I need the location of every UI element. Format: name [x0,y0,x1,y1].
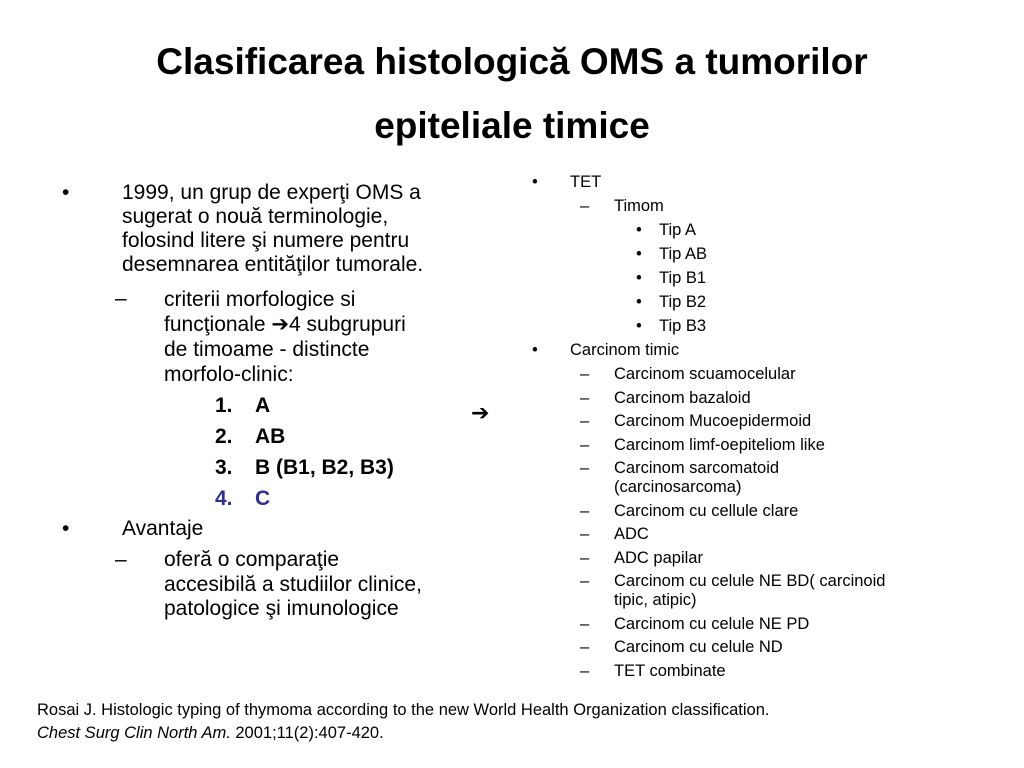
list-number: 1. [215,394,233,417]
carcinom-subtype-item: (carcinosarcoma) [614,478,742,496]
dash-marker: – [580,638,590,656]
dash-marker: – [580,548,590,567]
bullet-dot: • [636,317,642,335]
sub-criterii-text: criterii morfologice si funcţionale ➔4 subgrupuri de timoame - distincte morfolo-clinic: [164,288,406,386]
bullet-dot: • [62,517,70,540]
carcinom-subtype-item: tipic, atipic) [614,591,697,609]
dash-marker: – [580,661,590,680]
list-number: 4. [215,487,233,510]
bullet-1999-text: 1999, un grup de experţi OMS a sugerat o nouă terminologie, folosind litere şi numere pentru desemnarea entităţilor tumorale. [122,181,424,276]
reference-citation: Rosai J. Histologic typing of thymoma according to the new World Health Organization classification. Chest Surg Clin North Am. 2001;11(2):407-420. [37,701,770,742]
tet-label: TET [570,173,602,191]
timom-label: Timom [614,197,664,215]
sub-avantaje-text: oferă o comparaţie accesibilă a studiilor clinice, patologice şi imunologice [164,548,422,620]
carcinom-timic-label: Carcinom timic [570,341,680,359]
carcinom-subtype-item: ADC papilar [614,548,703,567]
carcinom-subtype-item: ADC [614,525,649,543]
list-item-ab: AB [255,425,286,448]
carcinom-subtype-item: Carcinom cu celule ND [614,638,783,656]
tip-item: Tip B2 [659,293,707,311]
tip-item: Tip B3 [659,317,707,335]
list-item-a: A [255,394,271,417]
dash-marker: – [580,572,590,590]
dash-marker: – [580,197,590,215]
carcinom-subtype-item: Carcinom cu celule NE PD [614,614,810,633]
slide-title [0,30,1024,158]
dash-marker: – [580,435,590,454]
bullet-dot: • [532,173,538,191]
carcinom-subtype-item: Carcinom sarcomatoid [614,459,780,477]
bullet-dot: • [636,221,642,239]
bullet-avantaje: Avantaje [122,517,204,540]
dash-marker: – [115,287,127,310]
carcinom-subtype-item: Carcinom scuamocelular [614,365,796,383]
list-number: 3. [215,456,233,479]
dash-marker: – [580,525,590,543]
dash-marker: – [580,614,590,633]
carcinom-subtype-item: Carcinom limf-oepiteliom like [614,435,825,454]
bullet-dot: • [62,181,70,204]
journal-name: Chest Surg Clin North Am. [37,724,231,742]
list-item-c: C [255,487,271,510]
carcinom-subtype-item: TET combinate [614,661,726,680]
bullet-dot: • [636,293,642,311]
bullet-dot: • [532,341,538,359]
title-line-2: epiteliale timice [374,105,650,146]
dash-marker: – [580,412,590,430]
list-item-b: B (B1, B2, B3) [255,456,394,479]
bullet-dot: • [636,269,642,287]
carcinom-subtype-item: Carcinom Mucoepidermoid [614,412,812,430]
list-number: 2. [215,425,233,448]
tip-item: Tip A [659,221,696,239]
title-line-1: Clasificarea histologică OMS a tumorilor [156,41,868,82]
arrow-icon: ➔ [471,400,490,425]
dash-marker: – [580,501,590,520]
dash-marker: – [115,548,127,571]
carcinom-subtype-item: Carcinom bazaloid [614,388,751,407]
carcinom-subtype-item: Carcinom cu celule NE BD( carcinoid [614,572,886,590]
arrow-icon: ➔ [271,313,290,336]
tip-item: Tip AB [659,245,707,263]
bullet-dot: • [636,245,642,263]
dash-marker: – [580,459,590,477]
tip-item: Tip B1 [659,269,707,287]
dash-marker: – [580,388,590,407]
dash-marker: – [580,365,590,383]
carcinom-subtype-item: Carcinom cu cellule clare [614,501,799,520]
